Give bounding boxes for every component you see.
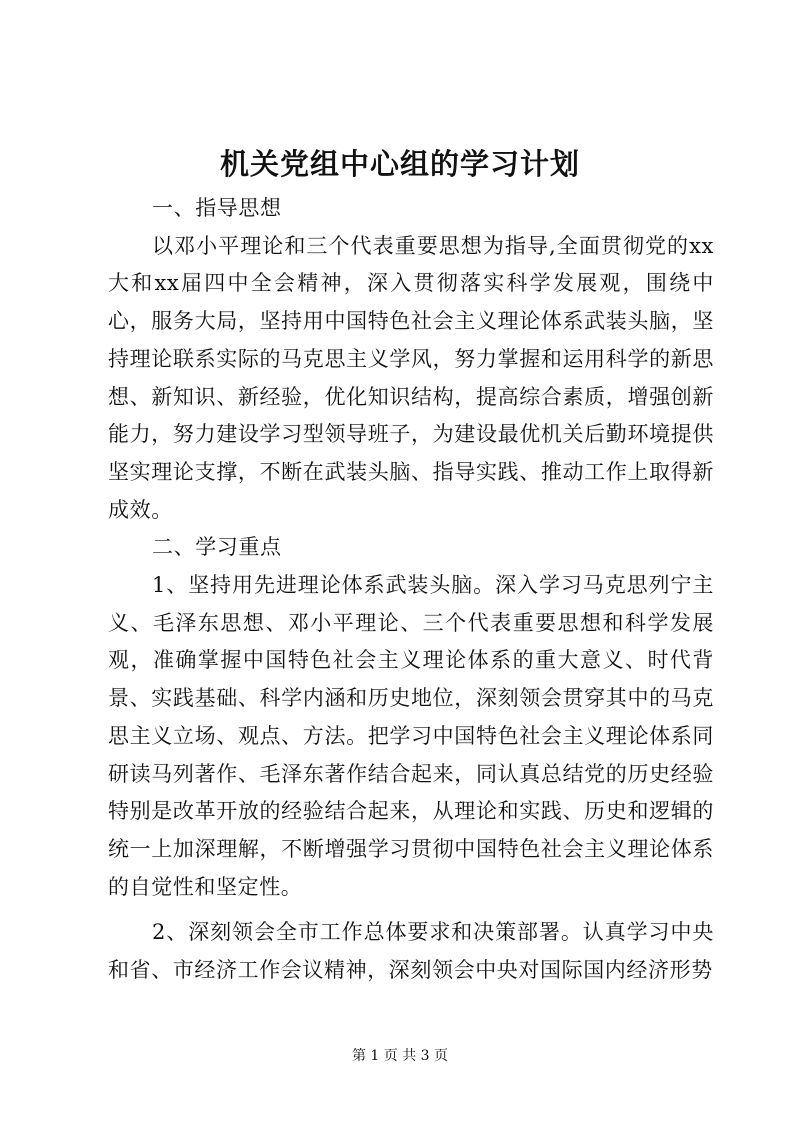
page-number-footer: 第 1 页 共 3 页 — [351, 1048, 449, 1064]
document-title: 机关党组中心组的学习计划 — [219, 147, 580, 181]
document-body — [108, 190, 714, 990]
section-heading-guiding-ideology: 一、指导思想 — [152, 196, 282, 220]
paragraph-text: 1、坚持用先进理论体系武装头脑。深入学习马克思列宁主义、毛泽东思想、邓小平理论、三个代表重要思想和科学发展观，准确掌握中国特色社会主义理论体系的重大意义、时代背景、实践基础、科学内涵和历史地位，深刻领会贯穿其中的马克思主义立场、观点、方法。把学习中国特色社会主义理论体系同研读马列著作、毛泽东著作结合起来，同认真总结党的历史经验特别是改革开放的经验结合起来，从理论和实践、历史和逻辑的统一上加深理解，不断增强学习贯彻中国特色社会主义理论体系的自觉性和坚定性。 — [108, 573, 714, 899]
study-point-2-paragraph — [108, 914, 714, 989]
paragraph-text: 以邓小平理论和三个代表重要思想为指导,全面贯彻党的xx大和xx届四中全会精神，深入贯彻落实科学发展观，围绕中心，服务大局，坚持用中国特色社会主义理论体系武装头脑，坚持理论联系实际的马克思主义学风，努力掌握和运用科学的新思想、新知识、新经验，优化知识结构，提高综合素质，增强创新能力，努力建设学习型领导班子，为建设最优机关后勤环境提供坚实理论支撑，不断在武装头脑、指导实践、推动工作上取得新成效。 — [108, 233, 714, 522]
section-heading-study-focus: 二、学习重点 — [152, 535, 282, 560]
guiding-ideology-paragraph — [108, 228, 714, 530]
study-point-1-paragraph — [108, 567, 714, 906]
paragraph-text: 2、深刻领会全市工作总体要求和决策部署。认真学习中央和省、市经济工作会议精神，深刻领会中央对国际国内经济形势 — [108, 920, 714, 983]
